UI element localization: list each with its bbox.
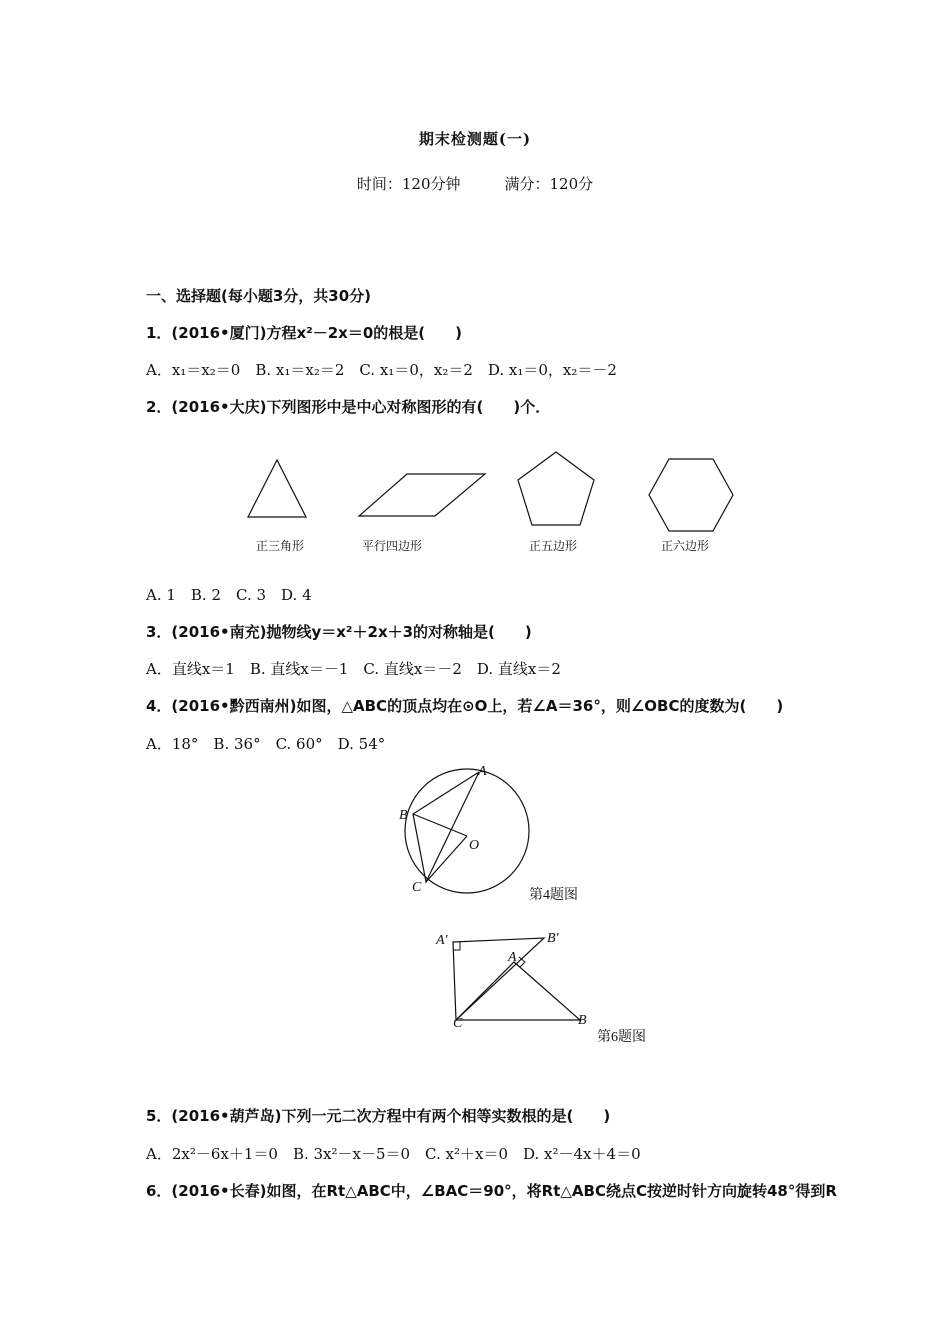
page-title: 期末检测题(一) xyxy=(418,130,532,148)
question-3-options: A．直线x＝1 B. 直线x＝－1 C. 直线x＝－2 D. 直线x＝2 xyxy=(146,660,561,678)
section-heading: 一、选择题(每小题3分，共30分) xyxy=(146,287,372,305)
shape-label-parallelogram: 平行四边形 xyxy=(362,539,423,553)
question-4-stem: 4．(2016•黔西南州)如图，△ABC的顶点均在⊙O上，若∠A＝36°，则∠OBC的度数为( ) xyxy=(146,697,784,715)
equilateral-triangle-figure xyxy=(246,458,308,520)
question-6-figure xyxy=(445,930,595,1030)
point-label-b-6: B xyxy=(578,1013,587,1028)
question-2-options: A. 1 B. 2 C. 3 D. 4 xyxy=(146,586,312,604)
exam-meta xyxy=(0,173,950,194)
exam-time: 时间：120分钟 xyxy=(356,175,461,193)
question-2-stem: 2．(2016•大庆)下列图形中是中心对称图形的有( )个． xyxy=(146,398,551,416)
figure-6-caption: 第6题图 xyxy=(597,1030,646,1045)
question-3-stem: 3．(2016•南充)抛物线y＝x²＋2x＋3的对称轴是( ) xyxy=(146,623,532,641)
question-1-stem: 1．(2016•厦门)方程x²－2x＝0的根是( ) xyxy=(146,324,462,342)
question-5-stem: 5．(2016•葫芦岛)下列一元二次方程中有两个相等实数根的是( ) xyxy=(146,1107,611,1125)
shape-label-triangle: 正三角形 xyxy=(256,539,305,553)
point-label-o: O xyxy=(469,838,480,853)
point-label-a-prime: A′ xyxy=(436,933,448,948)
question-5-options: A．2x²－6x＋1＝0 B. 3x²－x－5＝0 C. x²＋x＝0 D. x²－4x＋4＝0 xyxy=(146,1145,641,1163)
point-label-b-prime: B′ xyxy=(547,931,559,946)
point-label-b: B xyxy=(399,808,408,823)
shape-label-hexagon: 正六边形 xyxy=(661,539,710,553)
point-label-c-6: C xyxy=(453,1016,463,1031)
pentagon-figure xyxy=(515,450,597,528)
shape-label-pentagon: 正五边形 xyxy=(529,539,578,553)
point-label-c: C xyxy=(412,880,422,895)
question-4-figure xyxy=(395,760,545,900)
question-4-options: A．18° B. 36° C. 60° D. 54° xyxy=(146,735,386,753)
exam-score: 满分：120分 xyxy=(504,175,594,193)
parallelogram-figure xyxy=(357,472,487,518)
point-label-a: A xyxy=(478,764,487,779)
figure-4-caption: 第4题图 xyxy=(529,888,578,903)
hexagon-figure xyxy=(647,457,735,533)
question-6-stem: 6．(2016•长春)如图，在Rt△ABC中，∠BAC＝90°，将Rt△ABC绕点C按逆时针方向旋转48°得到R xyxy=(146,1182,837,1200)
point-label-a-6: A xyxy=(508,950,517,965)
question-1-options: A．x₁＝x₂＝0 B. x₁＝x₂＝2 C. x₁＝0，x₂＝2 D. x₁＝0，x₂＝－2 xyxy=(146,361,617,379)
